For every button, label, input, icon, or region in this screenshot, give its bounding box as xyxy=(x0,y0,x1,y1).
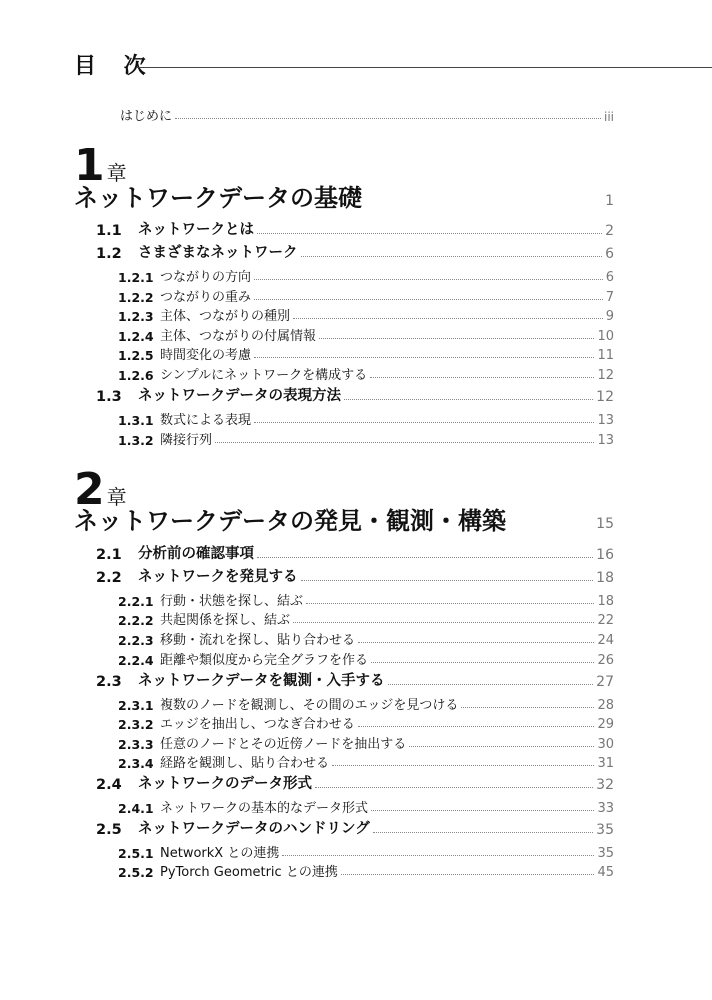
dot-leader xyxy=(293,318,603,319)
dot-leader xyxy=(373,832,593,833)
section-title: ネットワークデータの表現方法 xyxy=(138,388,341,404)
subsection-title: 行動・状態を探し、結ぶ xyxy=(160,594,304,609)
toc-entry-subsection[interactable] xyxy=(118,751,614,771)
subsection-number: 1.2.5 xyxy=(118,348,154,363)
page-number: 26 xyxy=(597,653,614,668)
toc-entry-section[interactable] xyxy=(96,773,614,793)
toc-entry-section[interactable] xyxy=(96,242,614,262)
section-title: ネットワークデータのハンドリング xyxy=(138,821,370,837)
section-number: 2.5 xyxy=(96,822,122,838)
toc-entry-subsection[interactable] xyxy=(118,648,614,668)
toc-entry-section[interactable] xyxy=(96,566,614,586)
subsection-title: 時間変化の考慮 xyxy=(160,348,252,363)
toc-entry-subsection[interactable] xyxy=(118,285,614,305)
page-number: 30 xyxy=(597,737,614,752)
section-title: 分析前の確認事項 xyxy=(138,546,254,562)
subsection-number: 2.3.2 xyxy=(118,717,154,732)
page-number: 32 xyxy=(596,777,614,793)
section-title: さまざまなネットワーク xyxy=(138,245,298,261)
page-number: 45 xyxy=(597,865,614,880)
section-number: 1.1 xyxy=(96,223,122,239)
toc-entry-subsection[interactable] xyxy=(118,796,614,816)
toc-entry-subsection[interactable] xyxy=(118,712,614,732)
dot-leader xyxy=(282,855,594,856)
page-number: 7 xyxy=(605,290,614,305)
subsection-title: エッジを抽出し、つなぎ合わせる xyxy=(160,717,355,732)
page-number: 9 xyxy=(605,309,614,324)
subsection-title: ネットワークの基本的なデータ形式 xyxy=(160,801,369,816)
section-number: 1.3 xyxy=(96,389,122,405)
dot-leader xyxy=(358,642,594,643)
chapter-word: 章 xyxy=(106,161,127,185)
subsection-number: 2.4.1 xyxy=(118,801,154,816)
dot-leader xyxy=(371,810,594,811)
chapter-title-2[interactable]: ネットワークデータの発見・観測・構築 xyxy=(74,507,506,535)
subsection-number: 1.3.1 xyxy=(118,413,154,428)
page-number: 28 xyxy=(597,698,614,713)
dot-leader xyxy=(358,726,595,727)
toc-entry-subsection[interactable] xyxy=(118,628,614,648)
dot-leader xyxy=(341,874,595,875)
subsection-number: 1.2.4 xyxy=(118,329,154,344)
section-title: ネットワークのデータ形式 xyxy=(138,776,312,792)
page-number: 16 xyxy=(596,547,614,563)
chapter-number: 1 xyxy=(74,140,105,191)
toc-entry-subsection[interactable] xyxy=(118,363,614,383)
page-number: 27 xyxy=(596,674,614,690)
toc-entry-preface[interactable] xyxy=(120,104,614,124)
dot-leader xyxy=(215,442,594,443)
dot-leader xyxy=(257,233,602,234)
subsection-number: 1.2.1 xyxy=(118,270,154,285)
section-number: 1.2 xyxy=(96,246,122,262)
subsection-number: 2.2.3 xyxy=(118,633,154,648)
subsection-title: 共起関係を探し、結ぶ xyxy=(160,613,291,628)
toc-entry-section[interactable] xyxy=(96,543,614,563)
section-number: 2.1 xyxy=(96,547,122,563)
page-number: 18 xyxy=(597,594,614,609)
dot-leader xyxy=(306,603,594,604)
toc-entry-subsection[interactable] xyxy=(118,860,614,880)
dot-leader xyxy=(461,707,594,708)
toc-entry-subsection[interactable] xyxy=(118,408,614,428)
subsection-title: 主体、つながりの種別 xyxy=(160,309,291,324)
subsection-number: 1.2.2 xyxy=(118,290,154,305)
subsection-title: つながりの重み xyxy=(160,290,252,305)
subsection-title: つながりの方向 xyxy=(160,270,252,285)
dot-leader xyxy=(409,746,594,747)
header-rule xyxy=(136,67,712,68)
subsection-number: 2.3.1 xyxy=(118,698,154,713)
section-title: ネットワークを発見する xyxy=(138,569,298,585)
subsection-number: 1.3.2 xyxy=(118,433,154,448)
page-number: 35 xyxy=(596,822,614,838)
chapter-number: 2 xyxy=(74,464,105,515)
subsection-number: 2.3.4 xyxy=(118,756,154,771)
page-number: 6 xyxy=(605,246,614,262)
section-number: 2.2 xyxy=(96,570,122,586)
toc-title: 目 次 xyxy=(74,54,156,79)
toc-entry-subsection[interactable] xyxy=(118,304,614,324)
entry-title: はじめに xyxy=(120,109,173,124)
dot-leader xyxy=(254,299,603,300)
subsection-number: 2.2.2 xyxy=(118,613,154,628)
dot-leader xyxy=(370,377,594,378)
subsection-title: 隣接行列 xyxy=(160,433,213,448)
page-number: 6 xyxy=(605,270,614,285)
subsection-title: 移動・流れを探し、貼り合わせる xyxy=(160,633,356,648)
toc-header xyxy=(74,52,712,82)
toc-entry-subsection[interactable] xyxy=(118,732,614,752)
page-number: 22 xyxy=(597,613,614,628)
section-number: 2.4 xyxy=(96,777,122,793)
toc-entry-subsection[interactable] xyxy=(118,841,614,861)
subsection-title: 距離や類似度から完全グラフを作る xyxy=(160,653,369,668)
page-number: 10 xyxy=(597,329,614,344)
chapter-label-1 xyxy=(74,140,127,191)
section-number: 2.3 xyxy=(96,674,122,690)
page-number: 12 xyxy=(597,368,614,383)
toc-entry-subsection[interactable] xyxy=(118,608,614,628)
subsection-number: 2.5.2 xyxy=(118,865,154,880)
dot-leader xyxy=(388,684,594,685)
dot-leader xyxy=(332,765,594,766)
toc-entry-subsection[interactable] xyxy=(118,265,614,285)
page-number: 29 xyxy=(597,717,614,732)
section-title: ネットワークとは xyxy=(138,222,254,238)
subsection-number: 2.5.1 xyxy=(118,846,154,861)
toc-entry-subsection[interactable] xyxy=(118,324,614,344)
toc-entry-subsection[interactable] xyxy=(118,428,614,448)
subsection-number: 2.2.4 xyxy=(118,653,154,668)
chapter-word: 章 xyxy=(106,485,127,509)
chapter-label-2 xyxy=(74,464,127,515)
toc-entry-subsection[interactable] xyxy=(118,589,614,609)
subsection-title: シンプルにネットワークを構成する xyxy=(160,368,368,383)
toc-entry-subsection[interactable] xyxy=(118,343,614,363)
page-number: 24 xyxy=(597,633,614,648)
page-number: 33 xyxy=(597,801,614,816)
page-number: 2 xyxy=(605,223,614,239)
toc-entry-section[interactable] xyxy=(96,818,614,838)
chapter-page-1: 1 xyxy=(605,193,614,209)
subsection-title: PyTorch Geometric との連携 xyxy=(160,865,338,880)
chapter-title-1[interactable]: ネットワークデータの基礎 xyxy=(74,184,362,212)
dot-leader xyxy=(254,422,594,423)
dot-leader xyxy=(254,279,603,280)
toc-entry-section[interactable] xyxy=(96,385,614,405)
toc-entry-subsection[interactable] xyxy=(118,693,614,713)
subsection-title: 複数のノードを観測し、その間のエッジを見つける xyxy=(160,698,459,713)
section-title: ネットワークデータを観測・入手する xyxy=(138,673,385,689)
dot-leader xyxy=(175,118,601,119)
page-number: 12 xyxy=(596,389,614,405)
toc-entry-section[interactable] xyxy=(96,670,614,690)
subsection-title: NetworkX との連携 xyxy=(160,846,280,861)
page-number: 31 xyxy=(597,756,614,771)
subsection-title: 経路を観測し、貼り合わせる xyxy=(160,756,330,771)
subsection-number: 2.2.1 xyxy=(118,594,154,609)
toc-entry-section[interactable] xyxy=(96,219,614,239)
page-number: 13 xyxy=(597,413,614,428)
dot-leader xyxy=(254,357,594,358)
subsection-title: 任意のノードとその近傍ノードを抽出する xyxy=(160,737,407,752)
page-number: iii xyxy=(603,110,614,124)
dot-leader xyxy=(371,662,594,663)
dot-leader xyxy=(257,557,593,558)
subsection-title: 主体、つながりの付属情報 xyxy=(160,329,317,344)
dot-leader xyxy=(293,622,594,623)
subsection-title: 数式による表現 xyxy=(160,413,252,428)
dot-leader xyxy=(301,580,594,581)
dot-leader xyxy=(315,787,593,788)
page-number: 13 xyxy=(597,433,614,448)
subsection-number: 1.2.3 xyxy=(118,309,154,324)
dot-leader xyxy=(344,399,593,400)
page-number: 35 xyxy=(597,846,614,861)
page-number: 11 xyxy=(597,348,614,363)
subsection-number: 1.2.6 xyxy=(118,368,154,383)
dot-leader xyxy=(319,338,594,339)
page-number: 18 xyxy=(596,570,614,586)
dot-leader xyxy=(301,256,603,257)
subsection-number: 2.3.3 xyxy=(118,737,154,752)
chapter-page-2: 15 xyxy=(596,516,614,532)
